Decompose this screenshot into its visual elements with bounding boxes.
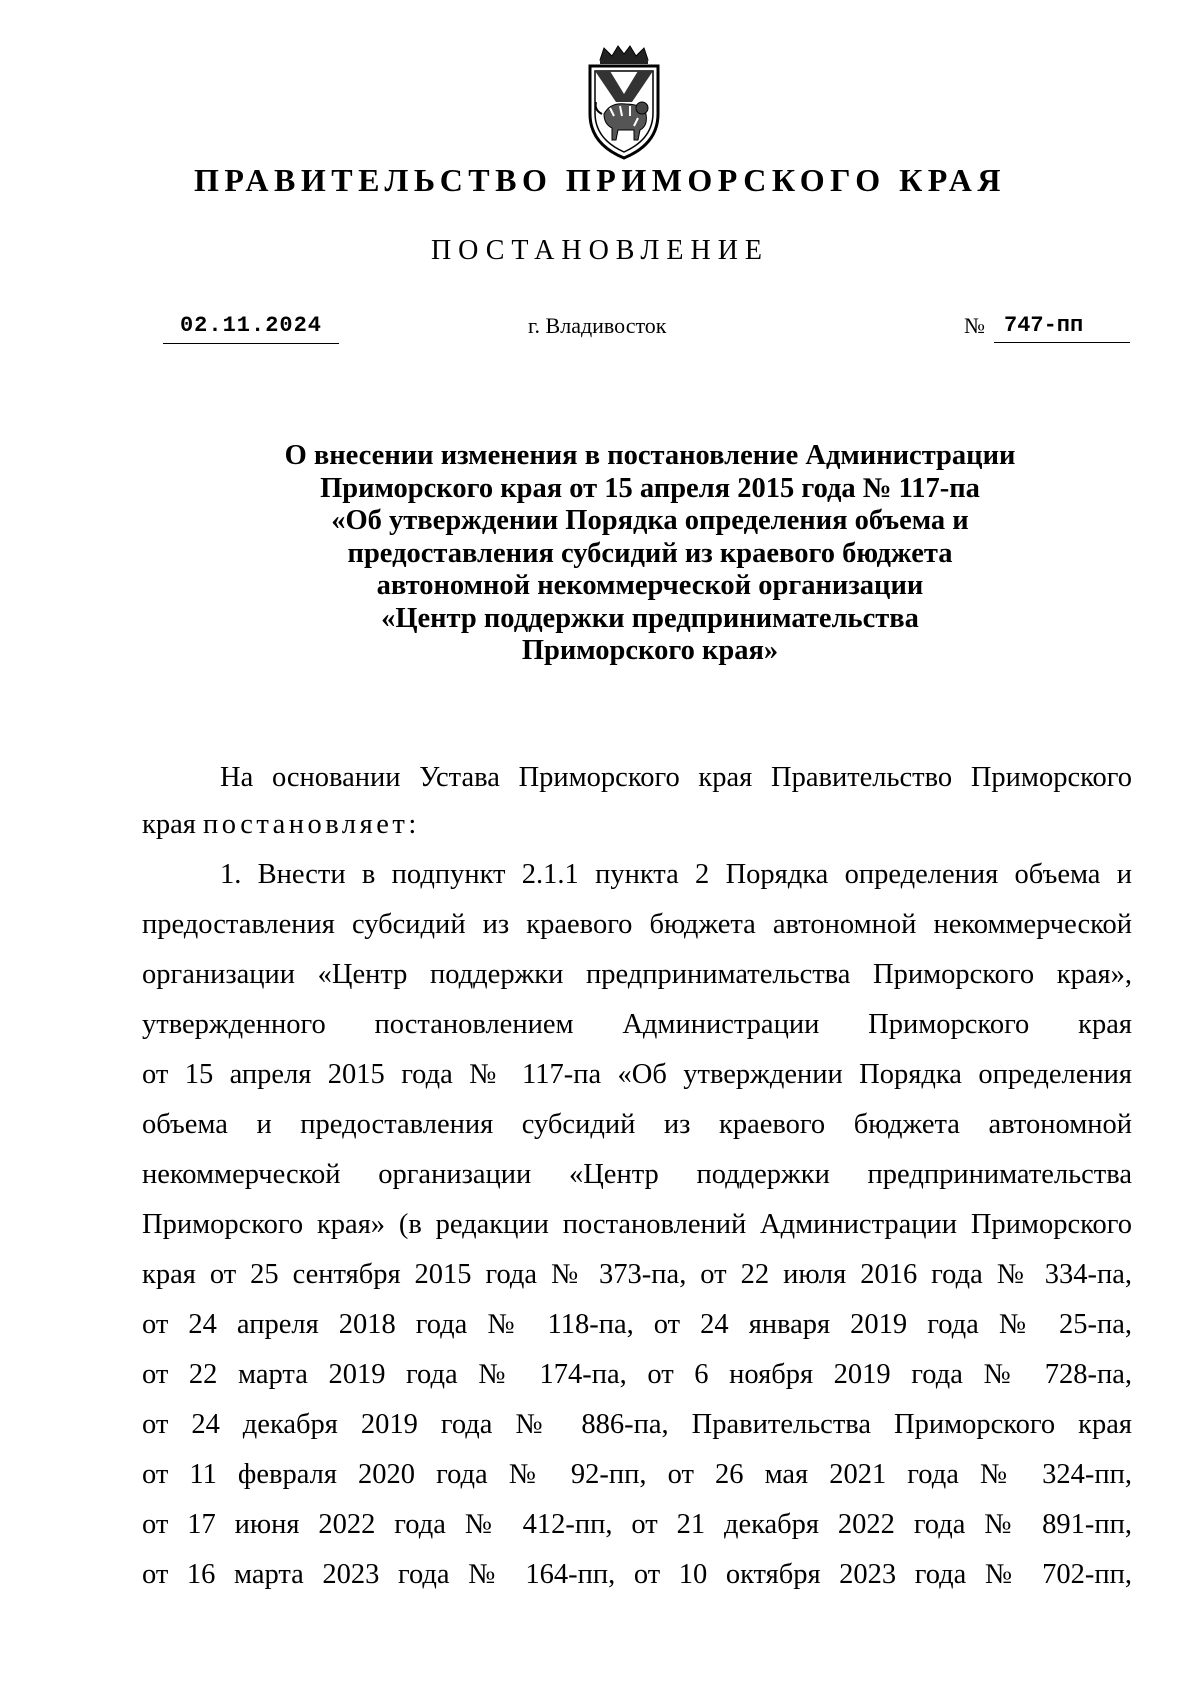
item1-line: от 11 февраля 2020 года № 92-пп, от 26 мая 2021 года № 324-пп, <box>142 1459 1132 1490</box>
government-title: ПРАВИТЕЛЬСТВО ПРИМОРСКОГО КРАЯ <box>194 162 1006 198</box>
number-label: № <box>964 313 985 338</box>
item1-line: предоставления субсидий из краевого бюджета автономной некоммерческой <box>142 909 1132 940</box>
item1-line: от 16 марта 2023 года № 164-пп, от 10 октября 2023 года № 702-пп, <box>142 1559 1132 1590</box>
heading-line: «Об утверждении Порядка определения объема и <box>331 505 969 536</box>
item1-line: от 17 июня 2022 года № 412-пп, от 21 декабря 2022 года № 891-пп, <box>142 1509 1132 1540</box>
item1-line: от 22 марта 2019 года № 174-па, от 6 ноября 2019 года № 728-па, <box>142 1359 1132 1390</box>
item1-line: организации «Центр поддержки предпринимательства Приморского края», <box>142 959 1132 990</box>
document-heading <box>150 440 1150 668</box>
item1-line: Приморского края» (в редакции постановлений Администрации Приморского <box>142 1209 1132 1240</box>
item1-line: от 24 апреля 2018 года № 118-па, от 24 января 2019 года № 25-па, <box>142 1309 1132 1340</box>
primorsky-coat-of-arms-icon <box>580 44 668 162</box>
document-number: 747-пп <box>994 313 1130 343</box>
document-type: ПОСТАНОВЛЕНИЕ <box>430 235 770 266</box>
preamble-line: На основании Устава Приморского края Правительство Приморского <box>220 762 1132 793</box>
item1-line: 1. Внести в подпункт 2.1.1 пункта 2 Порядка определения объема и <box>220 859 1132 890</box>
item1-line: от 24 декабря 2019 года № 886-па, Правительства Приморского края <box>142 1409 1132 1440</box>
document-date: 02.11.2024 <box>163 313 339 344</box>
item1-line: объема и предоставления субсидий из краевого бюджета автономной <box>142 1109 1132 1140</box>
heading-line: автономной некоммерческой организации <box>376 570 924 601</box>
heading-line: «Центр поддержки предпринимательства <box>381 602 919 634</box>
heading-line: предоставления субсидий из краевого бюджета <box>347 537 953 569</box>
document-city: г. Владивосток <box>528 313 667 338</box>
heading-line: Приморского края от 15 апреля 2015 года № 117-па <box>320 472 980 504</box>
item1-line: края от 25 сентября 2015 года № 373-па, от 22 июля 2016 года № 334-па, <box>142 1259 1132 1290</box>
heading-line: Приморского края» <box>521 635 779 666</box>
decree-word: постановляет: <box>202 809 420 840</box>
item1-line: от 15 апреля 2015 года № 117-па «Об утверждении Порядка определения <box>142 1059 1132 1090</box>
heading-line: О внесении изменения в постановление Администрации <box>284 440 1016 471</box>
item1-line: некоммерческой организации «Центр поддержки предпринимательства <box>142 1159 1132 1190</box>
preamble-text: края <box>142 809 203 840</box>
preamble-line <box>142 805 1132 845</box>
item1-line: утвержденного постановлением Администрации Приморского края <box>142 1009 1132 1040</box>
